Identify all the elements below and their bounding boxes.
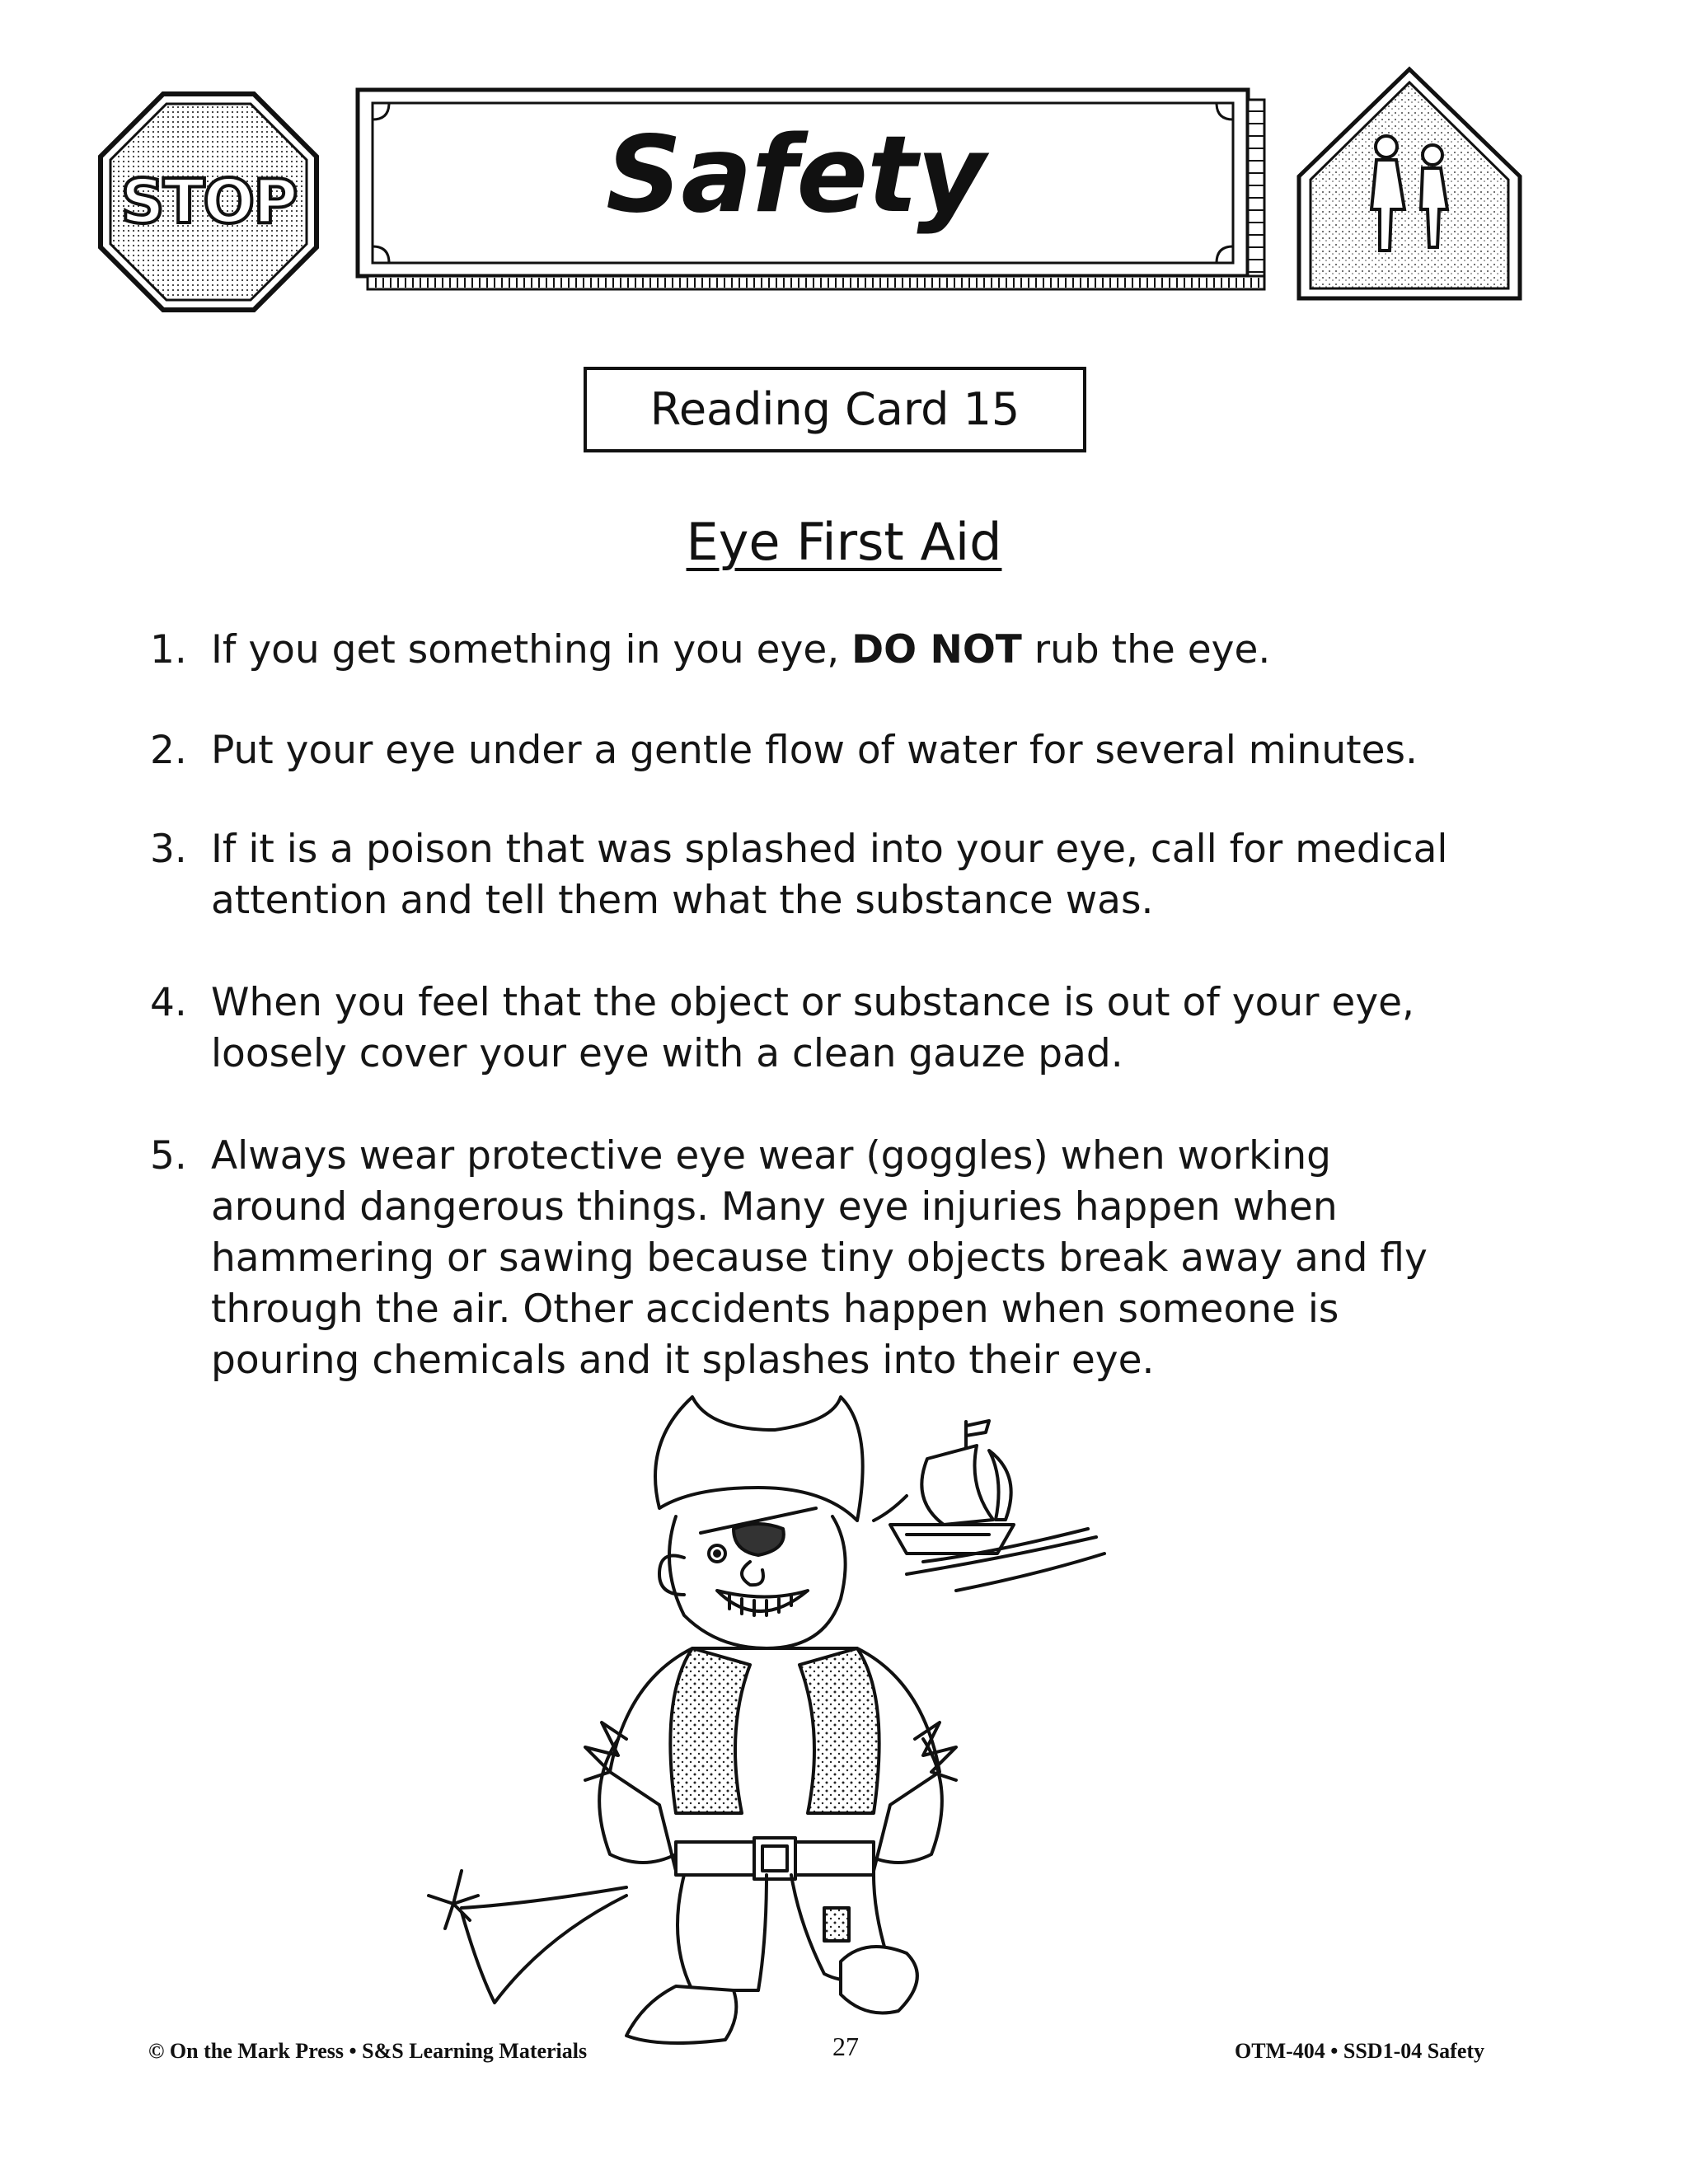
list-item-text: [211, 824, 1546, 926]
list-item-text-part: rub the eye.: [1021, 627, 1271, 673]
page-number: 27: [832, 2032, 859, 2061]
stop-sign-icon: [97, 91, 320, 313]
school-crossing-sign-icon: [1294, 64, 1525, 303]
list-item-text: [211, 1131, 1546, 1386]
list-item: [150, 977, 1535, 1085]
list-item-text: [211, 625, 1546, 676]
pirate-illustration-icon: [330, 1393, 1220, 2069]
reading-card-label: Reading Card 15: [584, 367, 1086, 452]
list-item-text: [211, 977, 1546, 1080]
ship-icon: [874, 1421, 1104, 1591]
list-item-line: When you feel that the object or substance is out of your eye,: [211, 980, 1414, 1025]
list-item-line: attention and tell them what the substance was.: [211, 878, 1154, 923]
list-item-text: [211, 725, 1546, 776]
list-item-number: 2.: [150, 728, 187, 773]
list-item-number: 3.: [150, 827, 187, 872]
list-item-line: If it is a poison that was splashed into your eye, call for medical: [211, 827, 1448, 872]
list-item-emphasis: DO NOT: [851, 627, 1022, 673]
list-item: [150, 1131, 1535, 1394]
list-item-number: 5.: [150, 1133, 187, 1179]
list-item: [150, 725, 1535, 780]
list-item-line: hammering or sawing because tiny objects break away and fly: [211, 1235, 1428, 1281]
list-item-line: Put your eye under a gentle flow of water for several minutes.: [211, 728, 1418, 773]
section-heading-text: Eye First Aid: [686, 512, 1002, 572]
list-item-number: 1.: [150, 627, 187, 673]
footer-product-code: OTM-404 • SSD1-04 Safety: [1235, 2039, 1485, 2063]
page-title: Safety: [606, 114, 985, 237]
footer-copyright: © On the Mark Press • S&S Learning Materials: [148, 2039, 588, 2063]
list-item-line: Always wear protective eye wear (goggles) when working: [211, 1133, 1331, 1179]
list-item-line: pouring chemicals and it splashes into their eye.: [211, 1338, 1155, 1383]
list-item-number: 4.: [150, 980, 187, 1025]
list-item-line: through the air. Other accidents happen when someone is: [211, 1286, 1339, 1332]
stop-sign-text: STOP: [120, 166, 297, 237]
list-item-line: around dangerous things. Many eye injuries happen when: [211, 1184, 1338, 1230]
list-item-line: loosely cover your eye with a clean gauze pad.: [211, 1031, 1123, 1076]
list-item: [150, 824, 1535, 931]
list-item-text-part: If you get something in you eye,: [211, 627, 852, 673]
list-item: [150, 625, 1535, 679]
section-heading: [0, 509, 1688, 575]
